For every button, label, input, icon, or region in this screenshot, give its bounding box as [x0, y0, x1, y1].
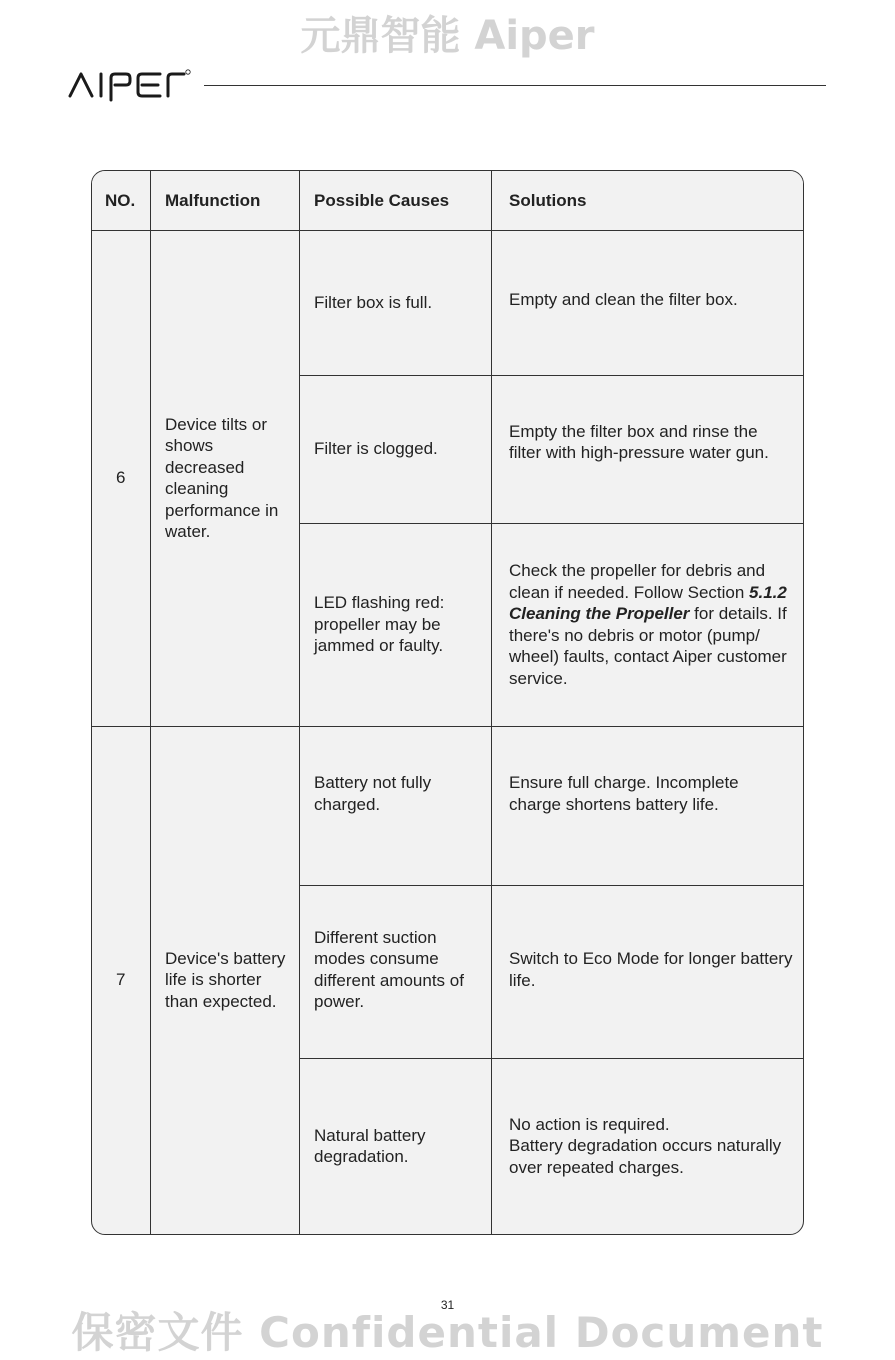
solution-empty-filter-box: Empty and clean the filter box.	[509, 289, 738, 309]
aiper-logo	[68, 66, 192, 106]
solution-ensure-full-charge: Ensure full charge. Incomplete charge shortens battery life.	[509, 773, 739, 814]
cause-battery-degradation: Natural battery degradation.	[314, 1125, 426, 1166]
header-rule	[204, 85, 826, 86]
cause-suction-modes: Different suction modes consume different amounts of power.	[314, 927, 464, 1011]
section-reference-link[interactable]: 5.1.2 Cleaning the Propeller	[509, 582, 787, 623]
malfunction-6: Device tilts or shows decreased cleaning performance in water.	[165, 414, 279, 541]
grid-line	[299, 523, 803, 524]
grid-line	[299, 171, 300, 1234]
page-number: 31	[440, 1298, 455, 1312]
header-malfunction: Malfunction	[165, 190, 261, 210]
solution-no-action-line1: No action is required.	[509, 1114, 670, 1134]
grid-line	[92, 230, 803, 231]
solution-no-action	[491, 1058, 803, 1234]
cause-filter-box-full: Filter box is full.	[314, 292, 433, 312]
grid-line	[491, 171, 492, 1234]
grid-line	[299, 885, 803, 886]
solution-check-propeller	[491, 523, 803, 726]
grid-line	[299, 375, 803, 376]
troubleshooting-table	[91, 170, 804, 1235]
solution-check-propeller-text-after: for details. If there's no debris or motor (pump/ wheel) faults, contact Aiper customer service.	[509, 604, 787, 688]
grid-line	[92, 726, 803, 727]
solution-eco-mode: Switch to Eco Mode for longer battery life.	[509, 949, 793, 990]
cause-filter-clogged: Filter is clogged.	[314, 439, 438, 459]
cause-led-flashing-red: LED flashing red: propeller may be jammed or faulty.	[314, 593, 445, 656]
grid-line	[299, 1058, 803, 1059]
malfunction-7: Device's battery life is shorter than expected.	[165, 948, 286, 1011]
watermark-bottom: 保密文件 Confidential Document	[71, 1308, 824, 1357]
header-solutions: Solutions	[509, 190, 587, 210]
grid-line	[150, 171, 151, 1234]
cause-battery-not-charged: Battery not fully charged.	[314, 773, 432, 814]
header-no: NO.	[105, 190, 136, 210]
solution-rinse-filter: Empty the filter box and rinse the filter with high-pressure water gun.	[509, 421, 769, 462]
solution-no-action-line2: Battery degradation occurs naturally over repeated charges.	[509, 1136, 782, 1177]
solution-check-propeller-text-before: Check the propeller for debris and clean if needed. Follow Section	[509, 561, 766, 602]
header-possible-causes: Possible Causes	[314, 190, 450, 210]
row-number-6: 6	[116, 468, 126, 488]
watermark-top: 元鼎智能 Aiper	[300, 13, 595, 59]
row-number-7: 7	[116, 970, 126, 990]
